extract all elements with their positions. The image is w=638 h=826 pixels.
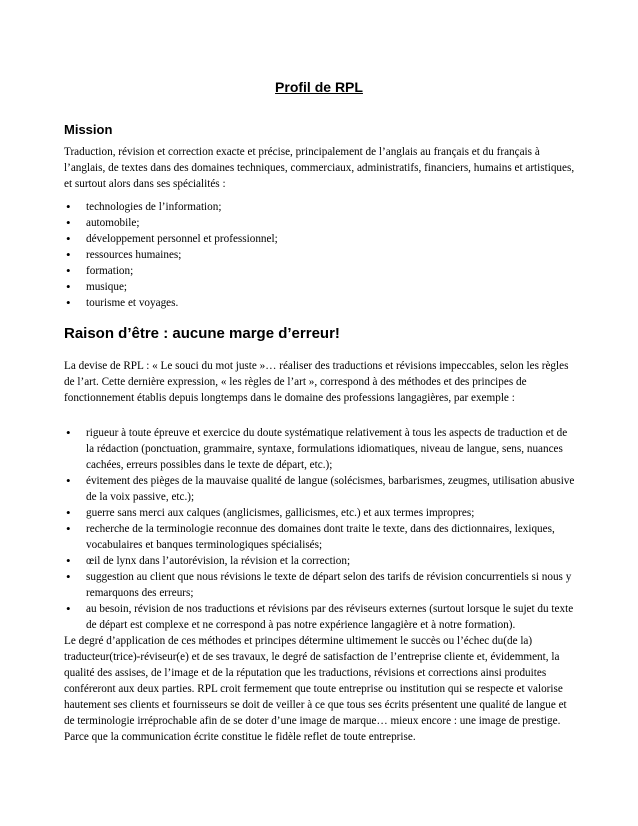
list-item: • évitement des pièges de la mauvaise qualité de langue (solécismes, barbarismes, zeugmes, utilisation abusive de la voix passive, etc.); [64, 473, 576, 505]
raison-intro: La devise de RPL : « Le souci du mot juste »… réaliser des traductions et révisions impeccables, selon les règles de l’art. Cette dernière expression, « les règles de l’art », correspond à des méthodes et des principes de fonctionnement établis depuis longtemps dans le domaine des professions langagières, par exemple : [64, 360, 569, 404]
list-item: • formation; [64, 263, 576, 279]
list-item: • œil de lynx dans l’autorévision, la révision et la correction; [64, 553, 576, 569]
closing-paragraph: Le degré d’application de ces méthodes et principes détermine ultimement le succès ou l’échec du(de la) traducteur(trice)-réviseur(e) et de ses travaux, le degré de satisfaction de l’entreprise cliente et, évidemment, la qualité des assises, de l’image et de la réputation que les traductions, révisions et corrections ainsi produites conféreront aux deux parties. RPL croit fermement que toute entreprise ou institution qui se respecte et valorise hautement ses clients et fournisseurs se doit de veiller à ce que tous ses écrits présentent une qualité de langue et de terminologie irréprochable afin de se doter d’une image de marque… mieux encore : une image de prestige. Parce que la communication écrite constitue le fidèle reflet de toute entreprise. [64, 635, 567, 743]
list-item: • rigueur à toute épreuve et exercice du doute systématique relativement à tous les aspects de traduction et de la rédaction (ponctuation, grammaire, syntaxe, formulations idiomatiques, niveau de langue, sens, nuances cachées, erreurs possibles dans le texte de départ, etc.); [64, 425, 576, 473]
list-item: • ressources humaines; [64, 247, 576, 263]
mission-heading: Mission [64, 122, 113, 137]
list-item: • technologies de l’information; [64, 199, 576, 215]
list-item: • tourisme et voyages. [64, 295, 576, 311]
list-item: • automobile; [64, 215, 576, 231]
list-item: • recherche de la terminologie reconnue des domaines dont traite le texte, dans des dictionnaires, lexiques, vocabulaires et banques terminologiques spécialisés; [64, 521, 576, 553]
list-item: • au besoin, révision de nos traductions et révisions par des réviseurs externes (surtout lorsque le sujet du texte de départ est complexe et ne correspond à pas notre expérience langagière et à notre formation). [64, 601, 576, 633]
list-item: • suggestion au client que nous révisions le texte de départ selon des tarifs de révision concurrentiels si nous y remarquons des erreurs; [64, 569, 576, 601]
mission-intro: Traduction, révision et correction exacte et précise, principalement de l’anglais au français et du français à l’anglais, de textes dans des domaines techniques, commerciaux, administratifs, financiers, humains et artistiques, et surtout alors dans ses spécialités : [64, 146, 575, 190]
methods-list [64, 425, 576, 633]
list-item: • développement personnel et professionnel; [64, 231, 576, 247]
list-item: • musique; [64, 279, 576, 295]
page-title: Profil de RPL [275, 79, 363, 95]
raison-heading: Raison d’être : aucune marge d’erreur! [64, 325, 340, 342]
list-item: • guerre sans merci aux calques (anglicismes, gallicismes, etc.) et aux termes impropres; [64, 505, 576, 521]
specialties-list [64, 199, 576, 311]
